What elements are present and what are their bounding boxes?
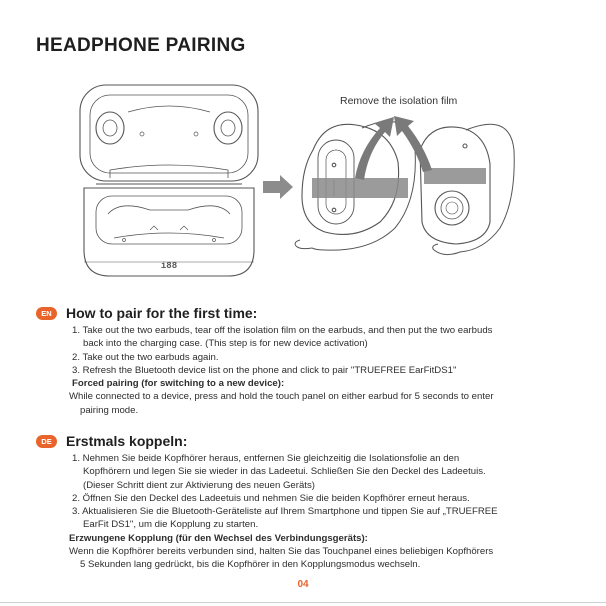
en-step-1: 1. Take out the two earbuds, tear off the isolation film on the earbuds, and then put the two earbuds back into the charging case. (This step is for new device activation) — [72, 325, 493, 350]
en-forced-pairing-text: While connected to a device, press and hold the touch panel on either earbud for 5 seconds to enter pairing mode. — [69, 391, 494, 416]
isolation-film — [312, 178, 408, 198]
pairing-illustration — [0, 75, 606, 295]
de-forced-pairing-heading: Erzwungene Kopplung (für den Wechsel des Verbindungsgeräts): — [69, 532, 368, 544]
page-title: HEADPHONE PAIRING — [36, 35, 246, 56]
right-arrow-icon — [263, 175, 293, 199]
german-heading: Erstmals koppeln: — [66, 433, 188, 449]
english-section — [36, 303, 576, 417]
isolation-film — [424, 168, 486, 184]
en-step-3: 3. Refresh the Bluetooth device list on the phone and click to pair "TRUEFREE EarFitDS1" — [72, 364, 457, 376]
language-badge-en: EN — [36, 307, 57, 320]
earbud-front-illustration — [420, 124, 514, 254]
up-arrow-icon — [355, 117, 394, 180]
de-step-3: 3. Aktualisieren Sie die Bluetooth-Geräteliste auf Ihrem Smartphone und tippen Sie auf „TRUEFREE EarFit DS1", um die Kopplung zu starten. — [72, 506, 498, 531]
charging-case-illustration — [80, 85, 258, 276]
language-badge-de: DE — [36, 435, 57, 448]
english-header — [36, 303, 576, 323]
german-instructions — [69, 452, 576, 572]
illustration-caption: Remove the isolation film — [340, 95, 458, 107]
case-led-display: i88 — [160, 261, 178, 271]
en-forced-pairing-heading: Forced pairing (for switching to a new device): — [72, 378, 285, 390]
german-header — [36, 431, 576, 451]
up-arrow-icon — [394, 116, 432, 172]
page-number: 04 — [297, 579, 309, 590]
en-step-2: 2. Take out the two earbuds again. — [72, 351, 219, 363]
german-section — [36, 431, 576, 572]
de-step-1: 1. Nehmen Sie beide Kopfhörer heraus, entfernen Sie gleichzeitig die Isolationsfolie an den Kopfhörern und legen Sie sie wieder in das Ladeetui. Schließen Sie den Deckel des Ladeetuis. (Dieser Schritt dient zur Aktivierung des neuen Geräts) — [72, 453, 486, 491]
english-instructions — [69, 324, 576, 417]
english-heading: How to pair for the first time: — [66, 305, 258, 321]
de-forced-pairing-text: Wenn die Kopfhörer bereits verbunden sind, halten Sie das Touchpanel eines beliebigen Kopfhörers 5 Sekunden lang gedrückt, bis die Kopfhörer in den Kopplungsmodus wechseln. — [69, 546, 494, 571]
de-step-2: 2. Öffnen Sie den Deckel des Ladeetuis und nehmen Sie die beiden Kopfhörer erneut heraus. — [72, 492, 470, 504]
footer-rule — [0, 602, 606, 603]
